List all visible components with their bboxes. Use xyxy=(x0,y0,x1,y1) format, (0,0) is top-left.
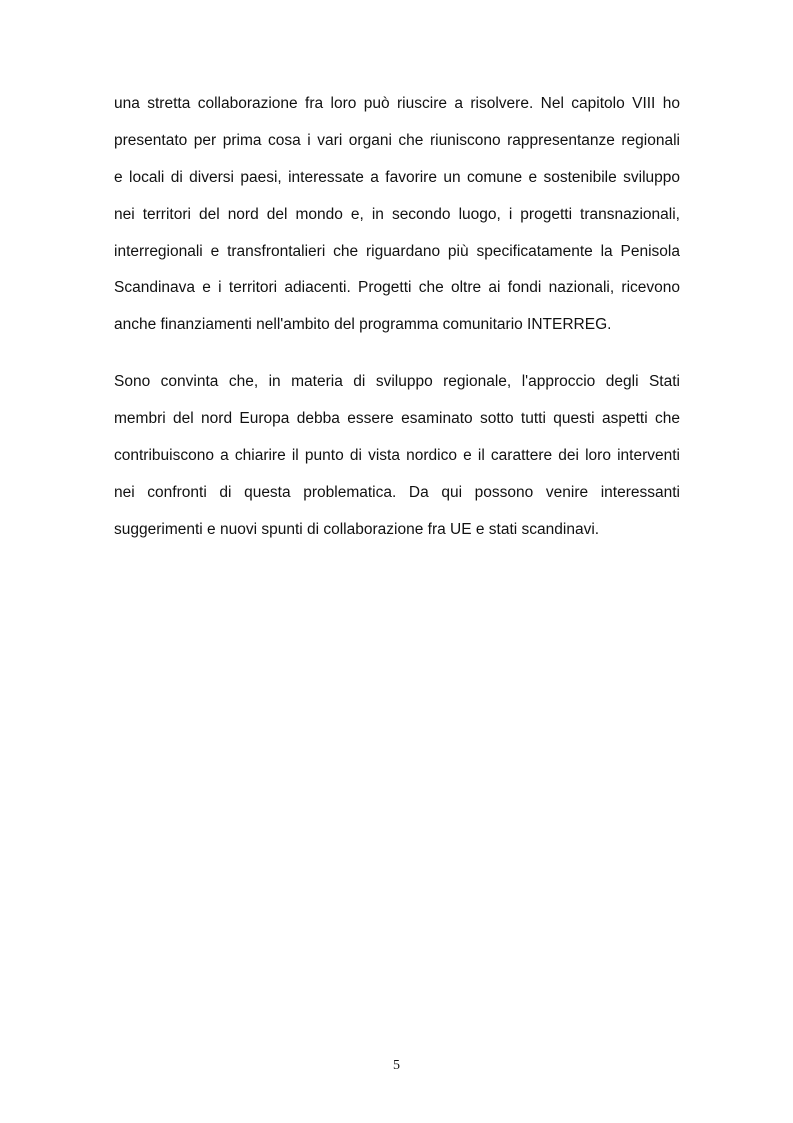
paragraph-line: interregionali e transfrontalieri che riguardano più specificatamente la Penisola xyxy=(114,242,680,260)
paragraph-line: e locali di diversi paesi, interessate a favorire un comune e sostenibile sviluppo xyxy=(114,168,680,186)
paragraph-line: Sono convinta che, in materia di sviluppo regionale, l'approccio degli Stati xyxy=(114,373,680,390)
page-number: 5 xyxy=(393,1058,400,1073)
paragraph-2 xyxy=(114,364,680,548)
paragraph-line: suggerimenti e nuovi spunti di collaborazione fra UE e stati scandinavi. xyxy=(114,520,600,538)
paragraph-line: una stretta collaborazione fra loro può riuscire a risolvere. Nel capitolo VIII ho xyxy=(114,95,680,112)
paragraph-line: nei territori del nord del mondo e, in secondo luogo, i progetti transnazionali, xyxy=(114,205,680,223)
paragraph-line: Scandinava e i territori adiacenti. Progetti che oltre ai fondi nazionali, ricevono xyxy=(114,279,680,297)
paragraph-line: nei confronti di questa problematica. Da qui possono venire interessanti xyxy=(114,483,680,501)
paragraph-line: presentato per prima cosa i vari organi che riuniscono rappresentanze regionali xyxy=(114,131,680,149)
paragraph-line: contribuiscono a chiarire il punto di vista nordico e il carattere dei loro interventi xyxy=(114,446,680,464)
paragraph-line: anche finanziamenti nell'ambito del programma comunitario INTERREG. xyxy=(114,316,612,334)
paragraph-1 xyxy=(114,86,680,344)
paragraph-line: membri del nord Europa debba essere esaminato sotto tutti questi aspetti che xyxy=(114,409,680,427)
